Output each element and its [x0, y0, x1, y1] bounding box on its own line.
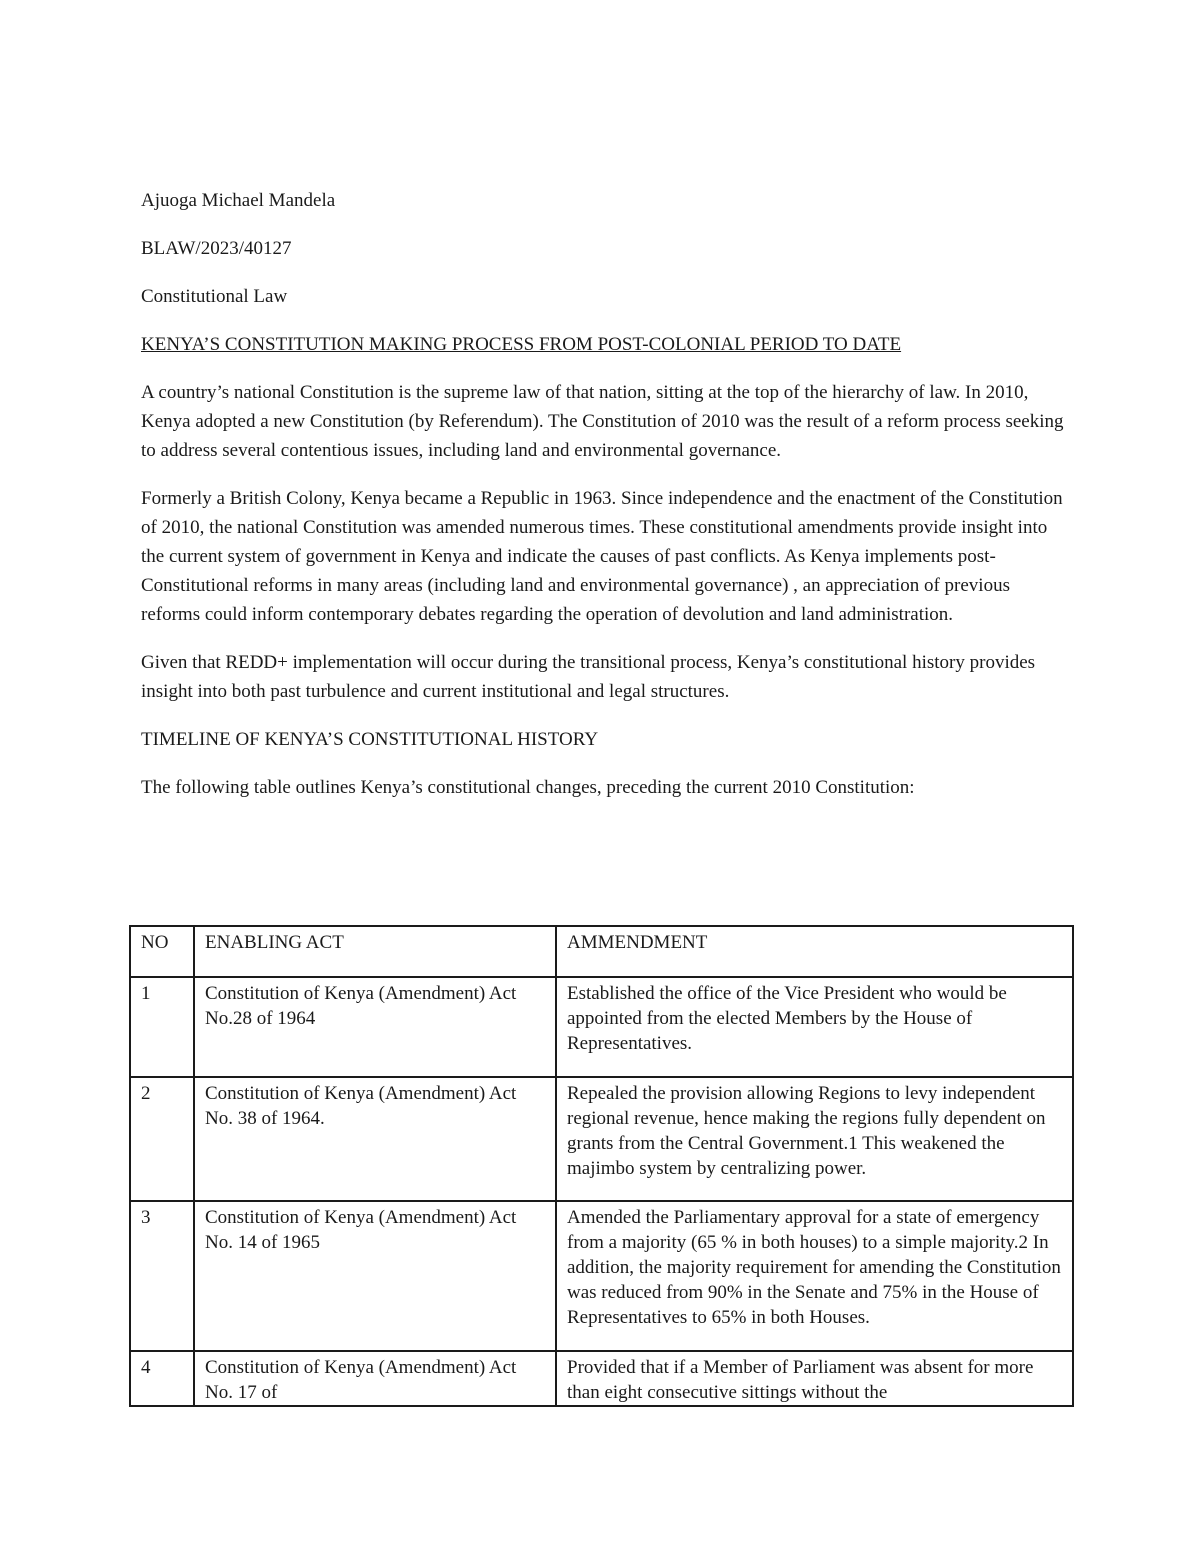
table-row	[130, 1201, 1073, 1351]
timeline-table	[129, 925, 1074, 1407]
header-no: NO	[130, 926, 194, 977]
row-number: 1	[130, 977, 194, 1077]
paragraph-intro: A country’s national Constitution is the supreme law of that nation, sitting at the top of the hierarchy of law. In 2010, Kenya adopted a new Constitution (by Referendum). The Constitution of 2010 was the result of a reform process seeking to address several contentious issues, including land and environmental governance.	[141, 382, 1064, 461]
enabling-act-text: Constitution of Kenya (Amendment) Act No. 17 of	[205, 1357, 517, 1403]
enabling-act: Constitution of Kenya (Amendment) Act No. 14 of 1965	[194, 1201, 556, 1351]
row-number	[130, 1351, 194, 1406]
table-intro: The following table outlines Kenya’s constitutional changes, preceding the current 2010 Constitution:	[141, 777, 915, 798]
row-number-text: 4	[141, 1357, 151, 1378]
enabling-act: Constitution of Kenya (Amendment) Act No.28 of 1964	[194, 977, 556, 1077]
header-amendment: AMMENDMENT	[556, 926, 1073, 977]
document-title: KENYA’S CONSTITUTION MAKING PROCESS FROM POST-COLONIAL PERIOD TO DATE	[141, 334, 902, 355]
course-name: Constitutional Law	[141, 286, 288, 307]
table-row	[130, 1351, 1073, 1406]
amendment-text: Amended the Parliamentary approval for a state of emergency from a majority (65 % in both houses) to a simple majority.2 In addition, the majority requirement for amending the Constitution was reduced from 90% in the Senate and 75% in the House of Representatives to 65% in both Houses.	[556, 1201, 1073, 1351]
registration-number: BLAW/2023/40127	[141, 238, 292, 259]
enabling-act: Constitution of Kenya (Amendment) Act No. 38 of 1964.	[194, 1077, 556, 1201]
row-number: 3	[130, 1201, 194, 1351]
amendment-text	[556, 1351, 1073, 1406]
amendment-text-content: Provided that if a Member of Parliament was absent for more than eight consecutive sittings without the	[567, 1357, 1034, 1403]
row-number: 2	[130, 1077, 194, 1201]
document-body	[141, 186, 1071, 802]
enabling-act	[194, 1351, 556, 1406]
table-row	[130, 1077, 1073, 1201]
table-row	[130, 977, 1073, 1077]
paragraph-history: Formerly a British Colony, Kenya became a Republic in 1963. Since independence and the enactment of the Constitution of 2010, the national Constitution was amended numerous times. These constitutional amendments provide insight into the current system of government in Kenya and indicate the causes of past conflicts. As Kenya implements post-Constitutional reforms in many areas (including land and environmental governance) , an appreciation of previous reforms could inform contemporary debates regarding the operation of devolution and land administration.	[141, 488, 1063, 625]
header-enabling-act: ENABLING ACT	[194, 926, 556, 977]
table-header-row	[130, 926, 1073, 977]
amendment-text: Repealed the provision allowing Regions to levy independent regional revenue, hence making the regions fully dependent on grants from the Central Government.1 This weakened the majimbo system by centralizing power.	[556, 1077, 1073, 1201]
timeline-heading: TIMELINE OF KENYA’S CONSTITUTIONAL HISTORY	[141, 729, 599, 750]
author-name: Ajuoga Michael Mandela	[141, 190, 336, 211]
amendment-text: Established the office of the Vice President who would be appointed from the elected Members by the House of Representatives.	[556, 977, 1073, 1077]
paragraph-redd: Given that REDD+ implementation will occur during the transitional process, Kenya’s constitutional history provides insight into both past turbulence and current institutional and legal structures.	[141, 652, 1036, 702]
